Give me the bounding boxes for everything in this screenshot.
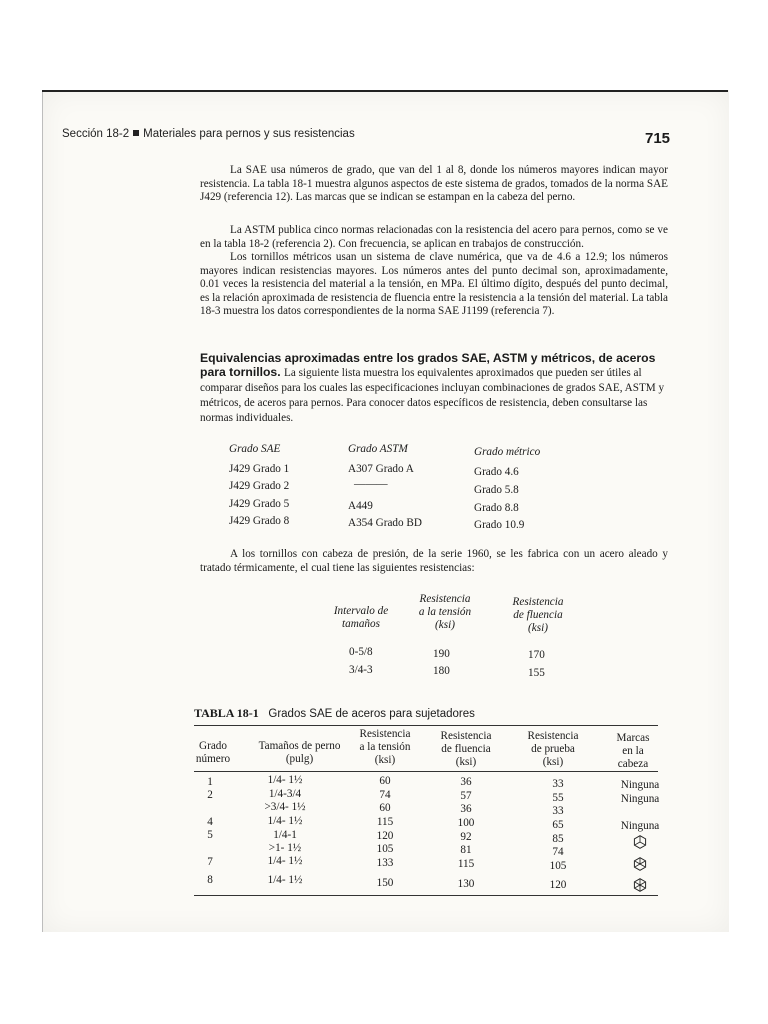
cell-grado: 1 [207,776,213,788]
presion-cell: 170 [528,649,545,661]
cell-prueba: 85 [552,833,564,845]
cell-marcas: Ninguna [620,820,660,832]
th-tension: Resistencia a la tensión (ksi) [359,728,411,766]
cell-tension: 133 [376,857,394,869]
cell-prueba: 65 [552,819,564,831]
table-top-rule [194,725,658,726]
cell-tension: 105 [376,843,394,855]
equiv-cell: J429 Grado 2 [229,480,290,492]
col-header-sae: Grado SAE [229,443,281,455]
cell-prueba: 55 [552,792,564,804]
cell-grado: 2 [207,789,213,801]
presion-header-fluencia: Resistencia de fluencia (ksi) [512,596,564,634]
paragraph-presion: A los tornillos con cabeza de presión, de la serie 1960, se les fabrica con un acero aleado y tratado térmicamente, el cual tiene las siguientes resistencias: [200,548,668,574]
equiv-cell: Grado 5.8 [474,484,519,496]
grade7-head-marking-icon [633,857,647,871]
cell-tamanos: 1/4- 1½ [267,855,303,867]
equiv-cell: J429 Grado 1 [229,463,290,475]
equivalencias-text: La siguiente lista muestra los equivalentes aproximados que pueden ser útiles al comparar diseños para los cuales las especificaciones incluyan combinaciones de grados SAE, ASTM y métricos, de aceros para pernos. Para conocer datos específicos de resistencia, deben consultarse las normas individuales. [200,367,665,424]
page-number: 715 [645,130,671,147]
table-title: Grados SAE de aceros para sujetadores [268,708,475,720]
top-border [42,90,728,92]
cell-prueba: 33 [552,805,564,817]
equiv-cell: Grado 4.6 [474,466,519,478]
cell-tamanos: >1- 1½ [268,842,302,854]
equiv-cell: J429 Grado 8 [229,515,290,527]
th-grado: Grado número [195,740,231,765]
cell-tamanos: 1/4-3/4 [268,788,302,800]
cell-tamanos: 1/4-1 [273,829,297,841]
cell-prueba: 120 [549,879,567,891]
presion-cell: 0-5/8 [349,646,373,658]
table-caption [194,706,475,721]
cell-tension: 120 [376,830,394,842]
presion-cell: 155 [528,667,545,679]
cell-grado: 7 [207,856,213,868]
running-header [62,128,355,140]
cell-tension: 74 [379,789,391,801]
cell-prueba: 74 [552,846,564,858]
presion-cell: 3/4-3 [349,664,373,676]
paragraph-sae: La SAE usa números de grado, que van del 1 al 8, donde los números mayores indican mayor resistencia. La tabla 18-1 muestra algunos aspectos de este sistema de grados, tomados de la norma SAE J429 (referencia 12). Las marcas que se indican se estampan en la cabeza del perno. [200,164,668,204]
cell-fluencia: 81 [460,844,472,856]
grade8-head-marking-icon [633,878,647,892]
cell-marcas: Ninguna [620,793,660,805]
cell-fluencia: 92 [460,831,472,843]
grade5-head-marking-icon [633,835,647,849]
cell-grado: 4 [207,816,213,828]
cell-fluencia: 100 [457,817,475,829]
cell-tension: 115 [376,816,394,828]
equivalencias-heading: Equivalencias aproximadas entre los grados SAE, ASTM y métricos, de aceros para tornillos. [200,351,656,379]
bullet-icon [133,130,139,136]
cell-tamanos: 1/4- 1½ [267,815,303,827]
cell-tension: 150 [376,877,394,889]
equiv-cell: Grado 8.8 [474,502,519,514]
th-marcas: Marcas en la cabeza [616,732,650,770]
presion-header-tension: Resistencia a la tensión (ksi) [418,593,472,631]
table-label: TABLA 18-1 [194,706,259,720]
cell-prueba: 105 [549,860,567,872]
col-header-metric: Grado métrico [474,446,541,458]
th-prueba: Resistencia de prueba (ksi) [527,730,579,768]
cell-fluencia: 115 [457,858,475,870]
cell-marcas: Ninguna [620,779,660,791]
table-header-rule [194,771,658,772]
th-tamanos: Tamaños de perno (pulg) [258,740,341,765]
paragraph-astm: La ASTM publica cinco normas relacionadas con la resistencia del acero para pernos, como se ve en la tabla 18-2 (referencia 2). Con frecuencia, se aplican en trabajos de construcción. [200,224,668,250]
cell-tension: 60 [379,802,391,814]
cell-fluencia: 57 [460,790,472,802]
equiv-cell: ——— [354,478,388,490]
cell-fluencia: 130 [457,878,475,890]
cell-grado: 5 [207,829,213,841]
cell-tamanos: 1/4- 1½ [267,774,303,786]
section-title: Materiales para pernos y sus resistencias [143,128,355,140]
equiv-cell: J429 Grado 5 [229,498,290,510]
equiv-cell: A449 [348,500,373,512]
cell-tamanos: >3/4- 1½ [264,801,306,813]
equiv-cell: A354 Grado BD [348,517,422,529]
section-number: Sección 18-2 [62,128,130,140]
table-bottom-rule [194,895,658,896]
equiv-cell: A307 Grado A [348,463,414,475]
th-fluencia: Resistencia de fluencia (ksi) [440,730,492,768]
cell-grado: 8 [207,874,213,886]
cell-fluencia: 36 [460,803,472,815]
paragraph-metric: Los tornillos métricos usan un sistema de clave numérica, que va de 4.6 a 12.9; los números mayores indican resistencias mayores. Los números antes del punto decimal son, aproximadamente, 0.01 veces la resistencia del material a la tensión, en MPa. El último dígito, después del punto decimal, es la relación aproximada de resistencia de fluencia entre la resistencia a la tensión del material. La tabla 18-3 muestra los datos correspondientes de la norma SAE J1199 (referencia 7). [200,251,668,318]
cell-fluencia: 36 [460,776,472,788]
cell-tamanos: 1/4- 1½ [267,874,303,886]
equivalencias-section [200,351,668,425]
presion-cell: 190 [433,648,450,660]
cell-tension: 60 [379,775,391,787]
col-header-astm: Grado ASTM [348,443,408,455]
presion-cell: 180 [433,665,450,677]
cell-prueba: 33 [552,778,564,790]
presion-header-intervalo: Intervalo de tamaños [333,605,389,630]
equiv-cell: Grado 10.9 [474,519,525,531]
